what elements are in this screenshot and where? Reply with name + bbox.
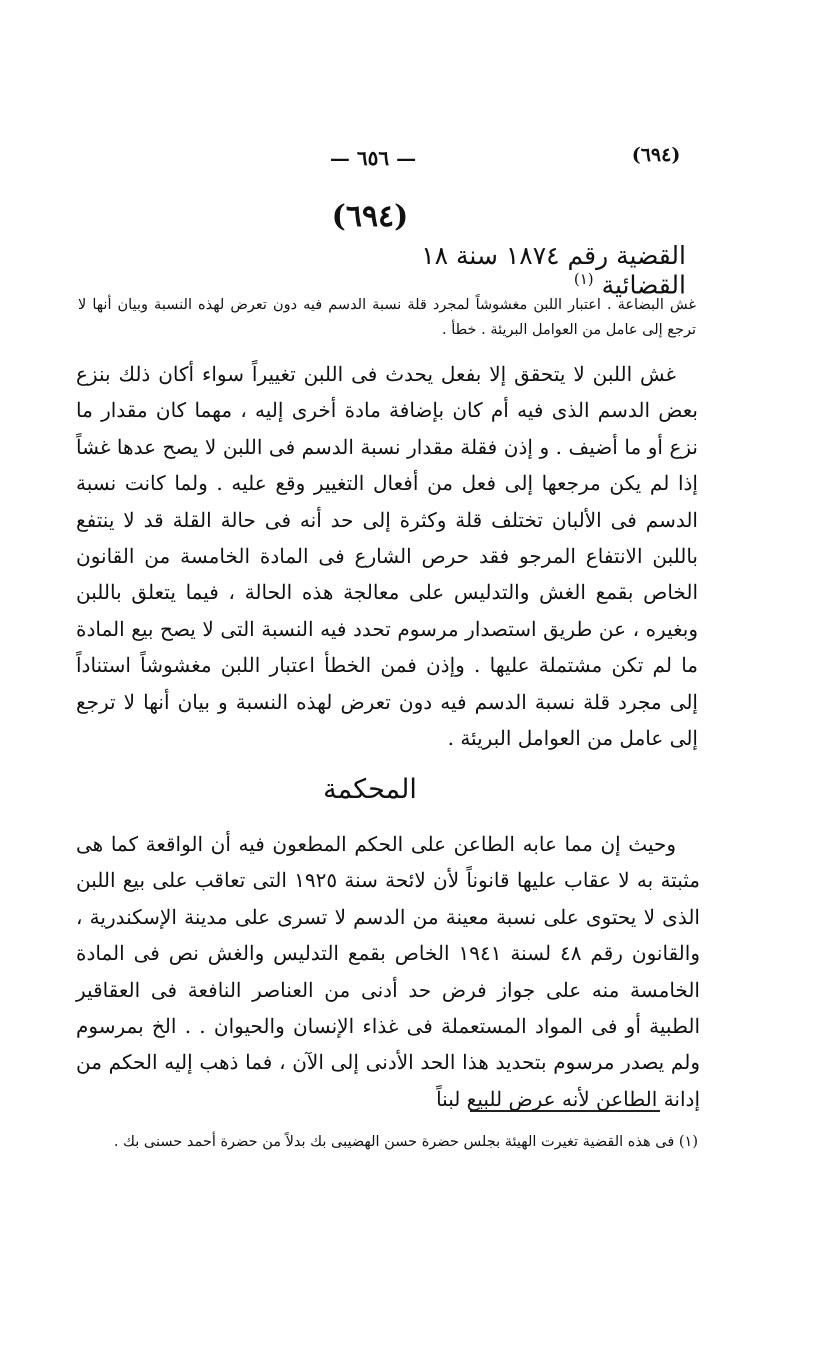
case-number: (٦٩٤) [331, 199, 409, 234]
case-title [360, 241, 686, 299]
footnote: (١) فى هذه القضية تغيرت الهيئة بجلس حضرة حسن الهضيبى بك بدلاً من حضرة أحمد حسنى بك . [113, 1134, 698, 1150]
footnote-marker: (١) [573, 270, 594, 288]
case-summary: غش البضاعة . اعتبار اللبن مغشوشاً لمجرد قلة نسبة الدسم فيه دون تعرض لهذه النسبة وبيان أنها لا ترجع إلى عامل من العوامل البريئة . خطأ . [78, 297, 696, 338]
page-number: — ٦٥٦ — [329, 146, 417, 170]
case-title-text: القضية رقم ١٨٧٤ سنة ١٨ القضائية [421, 241, 686, 300]
running-case-number: (٦٩٤) [631, 144, 681, 166]
court-section-heading: المحكمة [323, 774, 417, 805]
legal-principle-paragraph: غش اللبن لا يتحقق إلا بفعل يحدث فى اللبن تغييراً سواء أكان ذلك بنزع بعض الدسم الذى فيه أم كان بإضافة مادة أخرى إليه ، مهما كان مقدار ما نزع أو ما أضيف . و إذن فقلة مقدار نسبة الدسم فى اللبن لا يصح عدها غشاً إذا لم يكن مرجعها إلى فعل من أفعال التغيير وقع عليه . ولما كانت نسبة الدسم فى الألبان تختلف قلة وكثرة إلى حد أنه فى حالة القلة قد لا ينتفع باللبن الانتفاع المرجو فقد حرص الشارع فى المادة الخامسة من القانون الخاص بقمع الغش والتدليس على معالجة هذه الحالة ، فيما يتعلق باللبن وبغيره ، عن طريق استصدار مرسوم تحدد فيه النسبة التى لا يصح بيع المادة ما لم تكن مشتملة عليها . وإذن فمن الخطأ اعتبار اللبن مغشوشاً استناداً إلى مجرد قلة نسبة الدسم فيه دون تعرض لهذه النسبة و بيان أنها لا ترجع إلى عامل من العوامل البريئة . [76, 362, 699, 751]
ruling-paragraph: وحيث إن مما عابه الطاعن على الحكم المطعون فيه أن الواقعة كما هى مثبتة به لا عقاب عليها قانوناً لأن لائحة سنة ١٩٢٥ التى تعاقب على بيع اللبن الذى لا يحتوى على نسبة معينة من الدسم لا تسرى على مدينة الإسكندرية ، والقانون رقم ٤٨ لسنة ١٩٤١ الخاص بقمع التدليس والغش نص فى المادة الخامسة منه على جواز فرض حد أدنى من العناصر النافعة فى العقاقير الطبية أو فى المواد المستعملة فى غذاء الإنسان والحيوان . . الخ بمرسوم ولم يصدر مرسوم بتحديد هذا الحد الأدنى إلى الآن ، فما ذهب إليه الحكم من إدانة الطاعن لأنه عرض للبيع لبناً [76, 832, 700, 1111]
footnote-divider [470, 1110, 660, 1112]
